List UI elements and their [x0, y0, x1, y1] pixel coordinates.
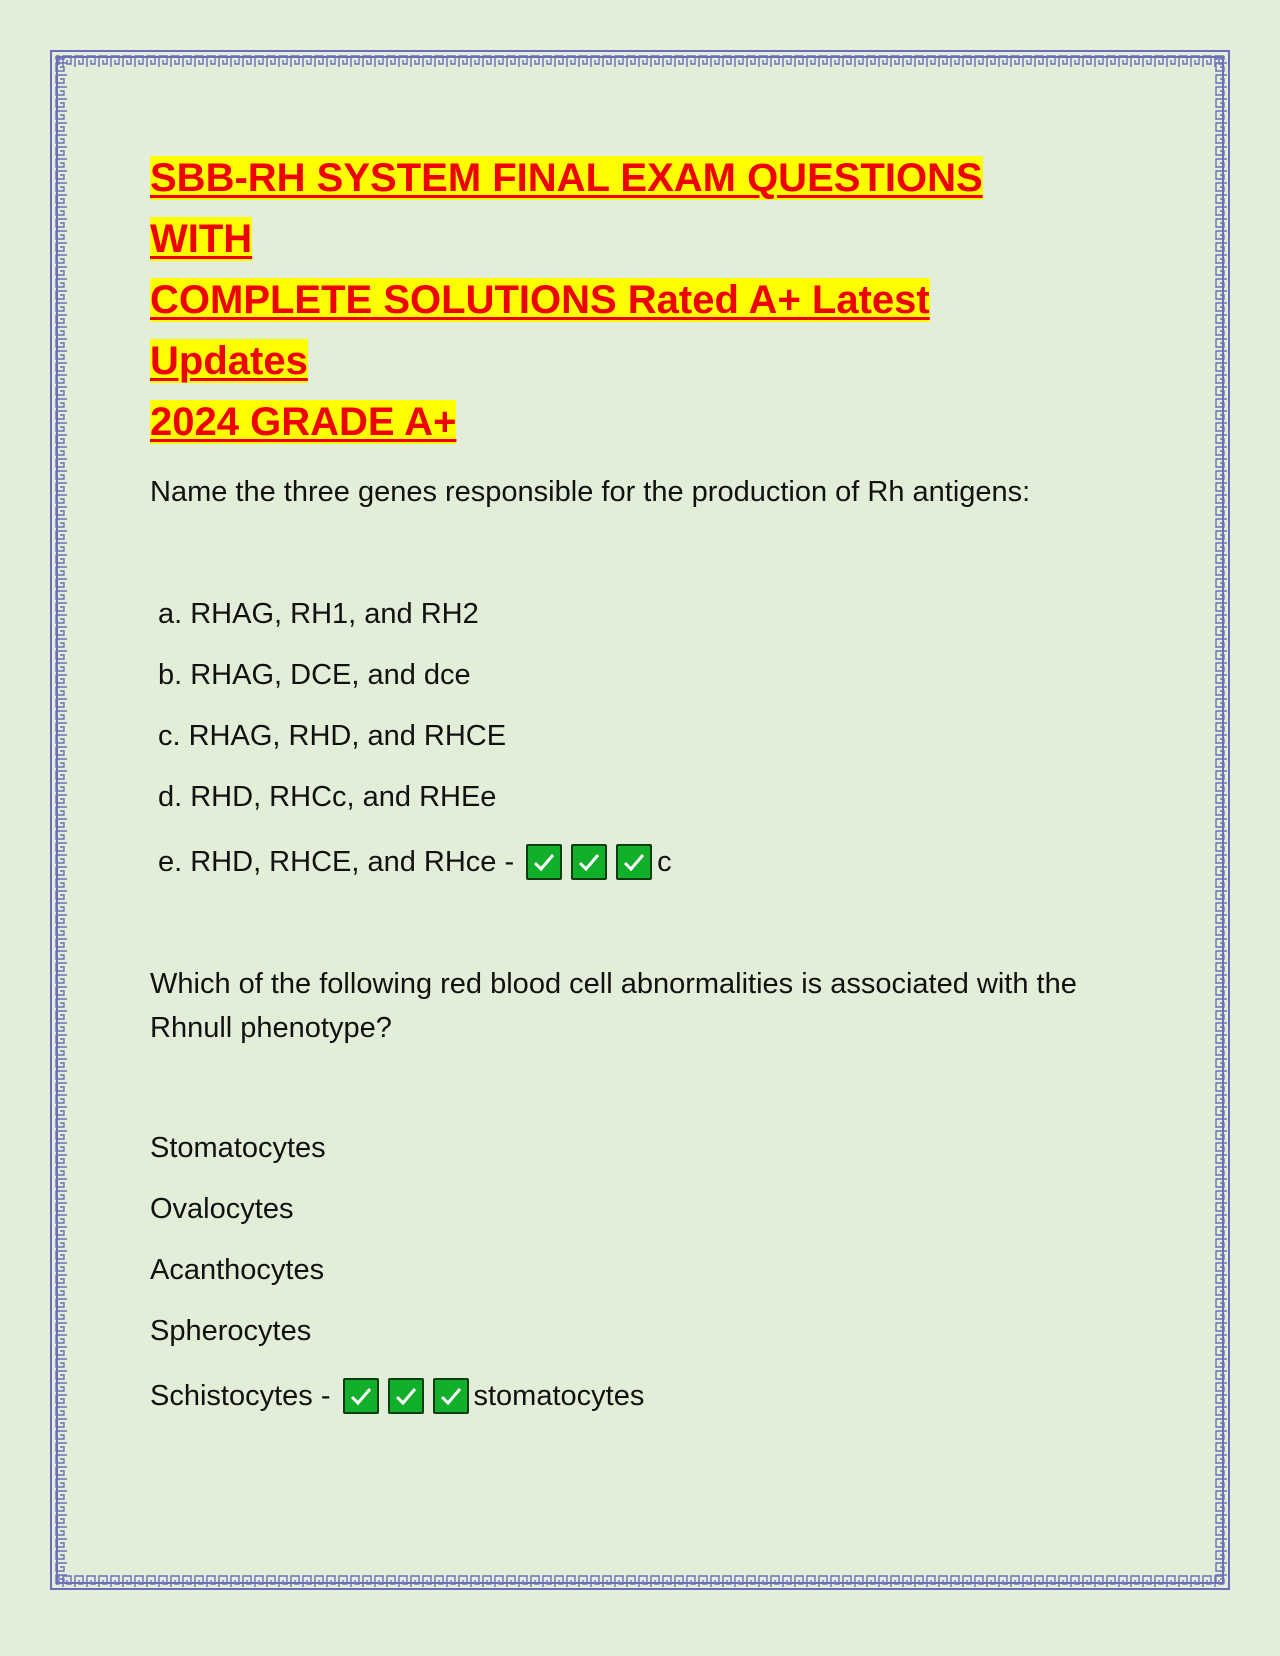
question-1-option-d: d. RHD, RHCc, and RHEe: [158, 781, 497, 813]
question-2-answer: stomatocytes: [473, 1380, 645, 1412]
title-line-1: SBB-RH SYSTEM FINAL EXAM QUESTIONS WITH: [150, 156, 983, 261]
question-2-option-1: Stomatocytes: [150, 1132, 326, 1164]
title-line-3: 2024 GRADE A+: [150, 400, 457, 444]
question-2-text: Which of the following red blood cell abnormalities is associated with the Rhnull phenotype?: [150, 968, 1077, 1044]
check-mark-box-icon: [571, 844, 607, 880]
question-2-option-4: Spherocytes: [150, 1315, 312, 1347]
title-line-2: COMPLETE SOLUTIONS Rated A+ Latest Updates: [150, 278, 930, 383]
check-mark-box-icon: [433, 1378, 469, 1414]
document-title: [150, 148, 1090, 453]
check-mark-box-icon: [616, 844, 652, 880]
check-mark-box-icon: [388, 1378, 424, 1414]
question-1-option-b: b. RHAG, DCE, and dce: [158, 659, 471, 691]
question-2-option-5: Schistocytes - stomatocytes: [150, 1376, 644, 1416]
question-1-text: Name the three genes responsible for the production of Rh antigens:: [150, 476, 1031, 508]
question-1-option-a: a. RHAG, RH1, and RH2: [158, 598, 479, 630]
check-mark-box-icon: [526, 844, 562, 880]
check-mark-box-icon: [343, 1378, 379, 1414]
question-1-option-c: c. RHAG, RHD, and RHCE: [158, 720, 507, 752]
question-2-option-2: Ovalocytes: [150, 1193, 294, 1225]
question-1-option-e: e. RHD, RHCE, and RHce - c: [158, 842, 672, 882]
question-2-option-3: Acanthocytes: [150, 1254, 325, 1286]
question-1-answer: c: [657, 846, 672, 878]
